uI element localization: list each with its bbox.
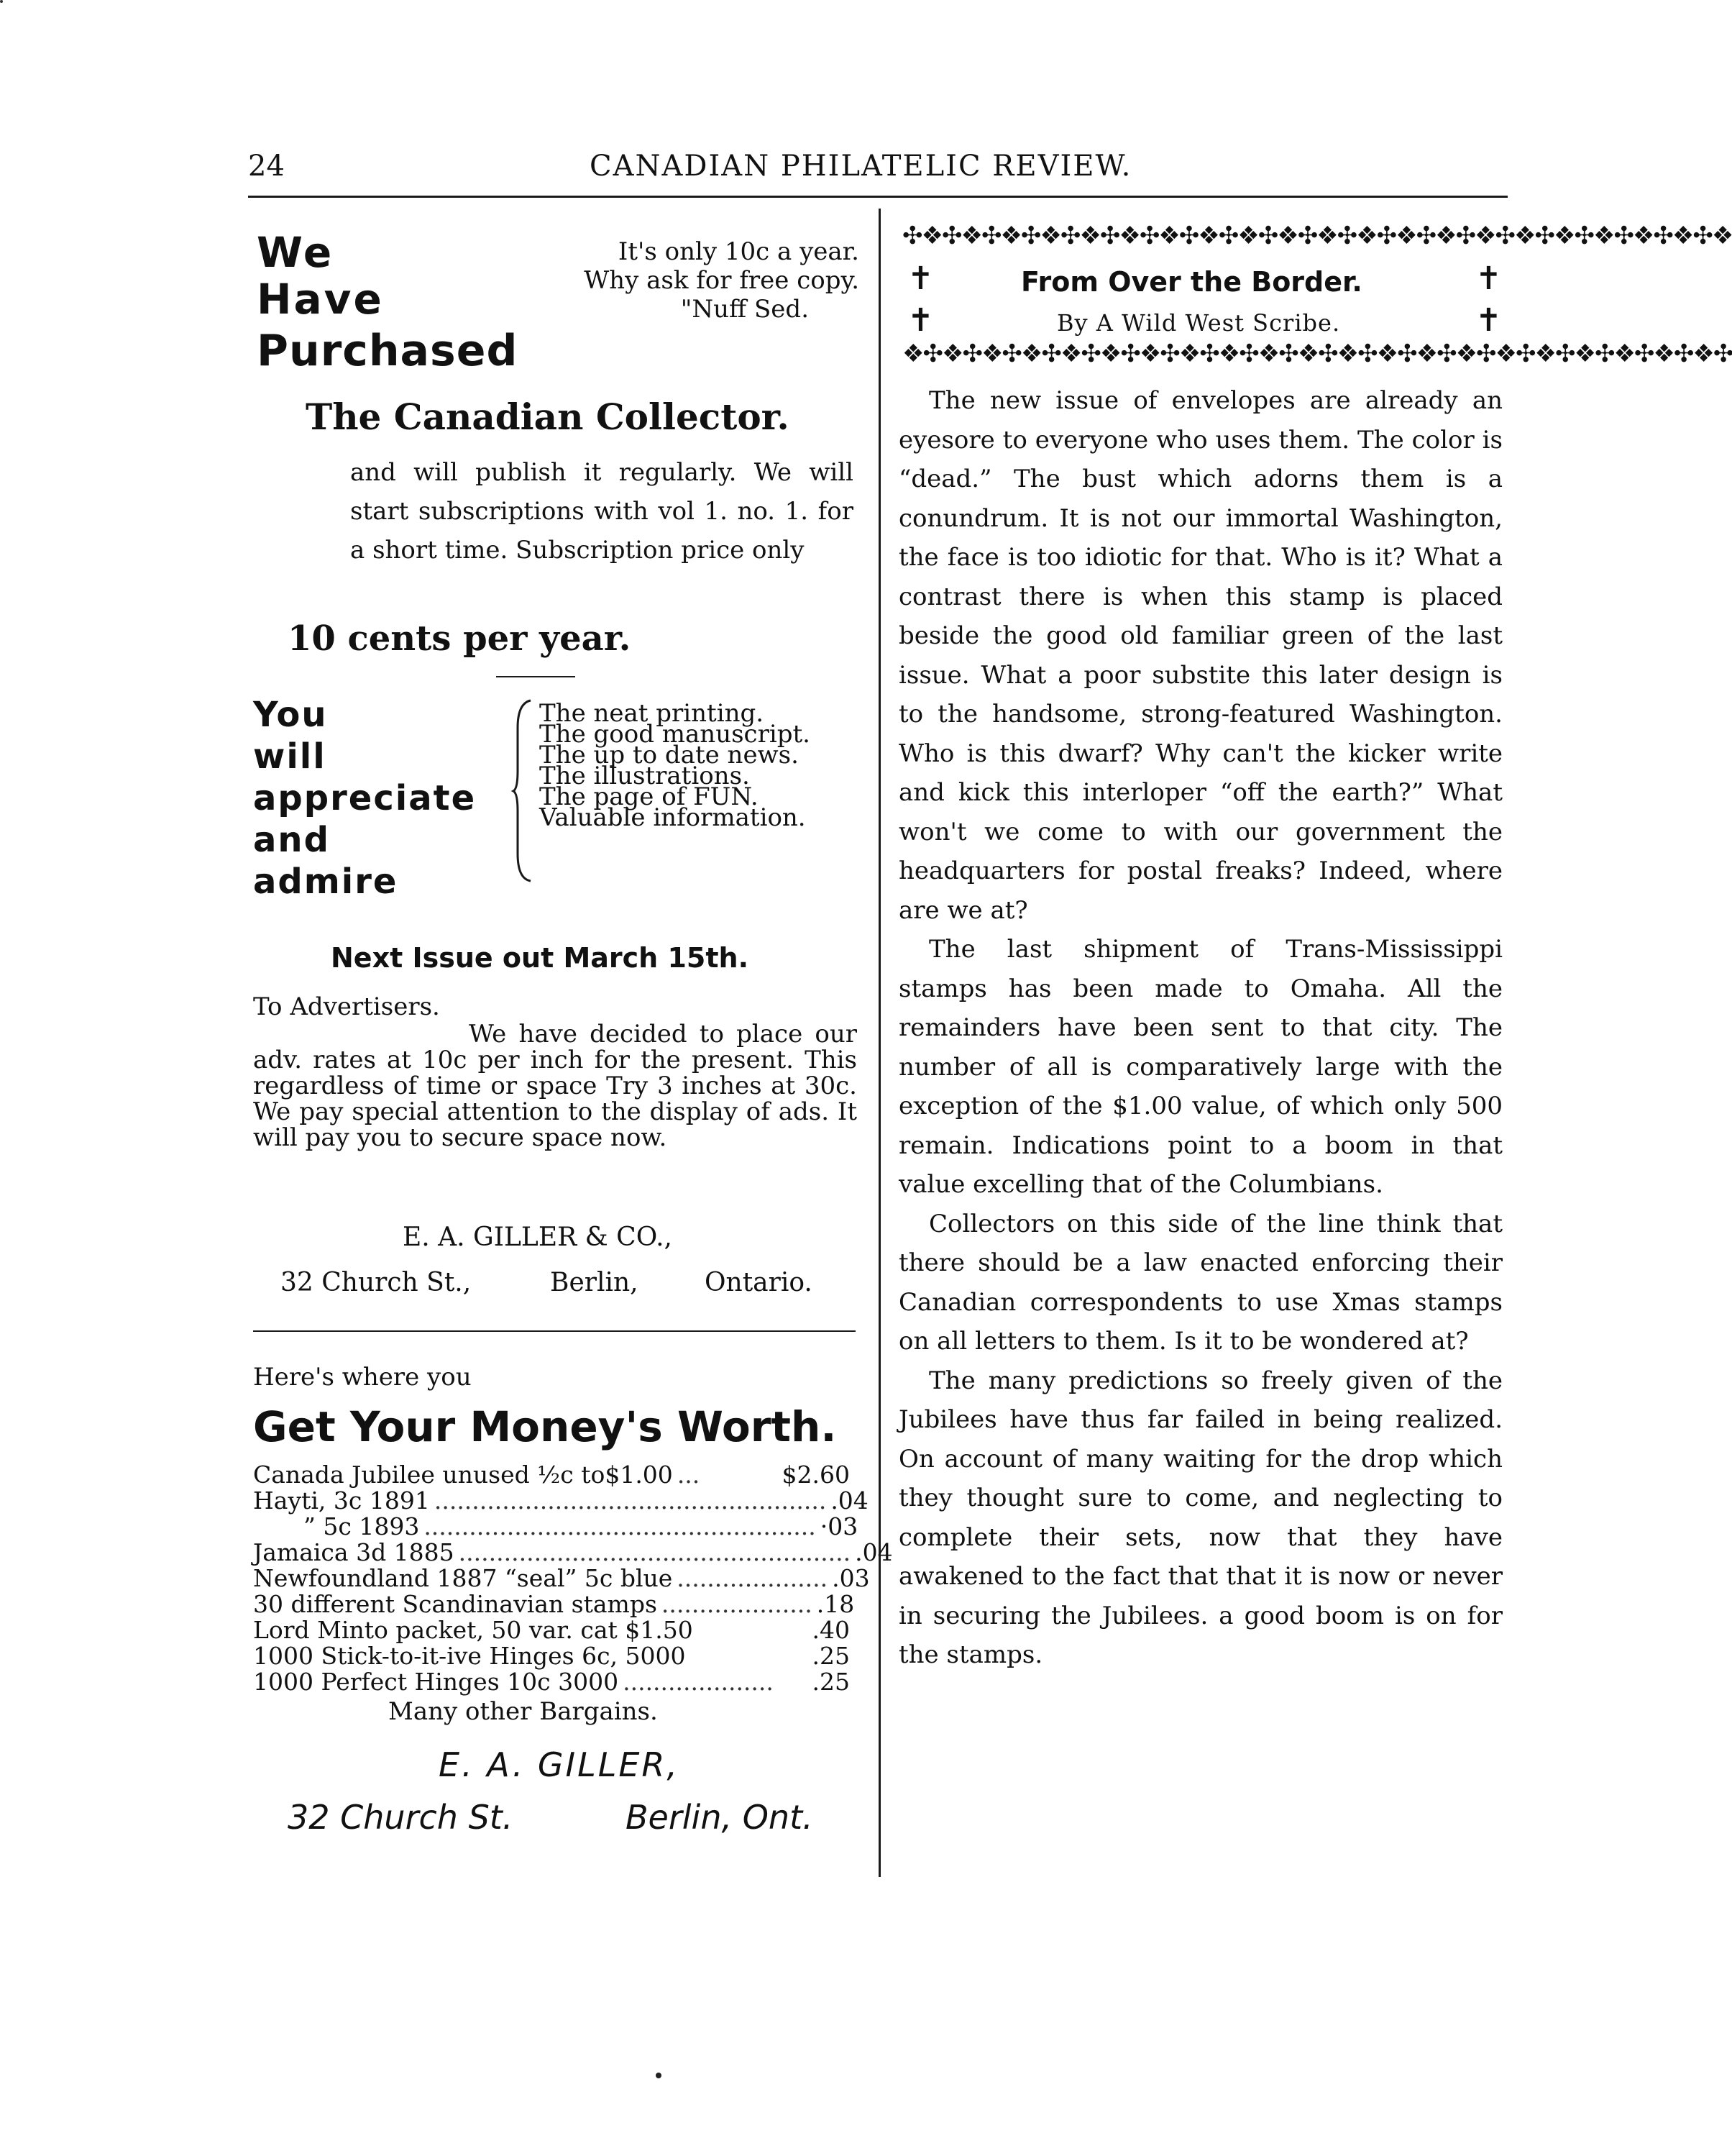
feature-item: The neat printing.	[539, 699, 764, 728]
price-item: ” 5c 1893	[303, 1512, 420, 1540]
money-intro: Here's where you	[253, 1363, 472, 1392]
appreciate-word: will	[253, 736, 326, 777]
price-side-note	[521, 237, 859, 324]
price-row: ” 5c 1893 .................................................... ·03	[253, 1514, 850, 1540]
subscription-price: 10 cents per year.	[288, 618, 631, 659]
article-byline: By A Wild West Scribe.	[1057, 309, 1341, 337]
appreciate-word: You	[253, 695, 328, 735]
column-divider	[879, 209, 881, 1877]
signature-city: Berlin, Ont.	[626, 1798, 813, 1837]
article-title: From Over the Border.	[1021, 266, 1362, 298]
ornament-cross-icon: ✝	[1475, 260, 1502, 297]
appreciate-word: admire	[253, 862, 398, 902]
price-item: Jamaica 3d 1885	[253, 1538, 454, 1566]
ornament-border-top: ✣❖✣❖✣❖✣❖✣❖✣❖✣❖✣❖✣❖✣❖✣❖✣❖✣❖✣❖✣❖✣❖✣❖✣❖✣❖✣❖✣❖	[902, 221, 1732, 250]
ornament-cross-icon: ✝	[1475, 302, 1502, 339]
collector-body: and will publish it regularly. We will start subscriptions with vol 1. no. 1. for a short time. Subscription price only	[350, 458, 853, 565]
address-street: 32 Church St.,	[280, 1268, 472, 1297]
price-item: Lord Minto packet, 50 var. cat $1.50	[253, 1616, 693, 1644]
bargains-note: Many other Bargains.	[388, 1697, 658, 1726]
signature-name: E. A. GILLER,	[439, 1745, 679, 1784]
appreciate-word: and	[253, 820, 330, 860]
feature-item: The up to date news.	[539, 741, 799, 769]
price-row: Hayti, 3c 1891 .................................................... .04	[253, 1486, 869, 1515]
stray-mark	[656, 2073, 661, 2078]
header-rule	[248, 196, 1508, 198]
appreciate-word: appreciate	[253, 778, 477, 818]
price-row	[253, 1617, 850, 1643]
ornament-cross-icon: ✝	[907, 260, 934, 297]
feature-item: The illustrations.	[539, 762, 750, 790]
section-rule	[253, 1330, 856, 1332]
running-head: CANADIAN PHILATELIC REVIEW.	[590, 150, 1132, 183]
stray-mark	[0, 0, 3, 3]
section-rule	[496, 676, 575, 677]
side-note-line: It's only 10c a year.	[618, 237, 859, 266]
price-item: 1000 Stick-to-it-ive Hinges 6c, 5000	[253, 1642, 686, 1670]
collector-title: The Canadian Collector.	[306, 396, 789, 438]
advertisers-body: We have decided to place our adv. rates at 10c per inch for the present. This regardless of time or space Try 3 inches at 30c. We pay special attention to the display of ads. It will pay you to secure space now.	[253, 1020, 857, 1152]
price-item: 1000 Perfect Hinges 10c 3000	[253, 1668, 619, 1696]
price-value: ·03	[820, 1512, 858, 1540]
price-value: .04	[830, 1486, 869, 1515]
side-note-line: "Nuff Sed.	[680, 295, 809, 324]
advertisers-heading: To Advertisers.	[253, 992, 440, 1021]
price-row	[253, 1643, 850, 1669]
article-paragraph: The last shipment of Trans-Mississippi stamps has been made to Omaha. All the remainders have been sent to that city. The number of all is comparatively large with the exception of the $1.00 value, of which only 500 remain. Indications point to a boom in that value excelling that of the Columbians.	[899, 935, 1503, 1199]
price-value: .25	[812, 1668, 850, 1696]
price-value: .40	[812, 1616, 850, 1644]
article-paragraph: Collectors on this side of the line think that there should be a law enacted enforcing their Canadian correspondents to use Xmas stamps on all letters to them. Is it to be wondered at?	[899, 1209, 1503, 1356]
ornament-border-bottom: ❖✣❖✣❖✣❖✣❖✣❖✣❖✣❖✣❖✣❖✣❖✣❖✣❖✣❖✣❖✣❖✣❖✣❖✣❖✣❖✣❖✣	[902, 339, 1732, 368]
article-paragraph: The many predictions so freely given of the Jubilees have thus far failed in being realized. On account of many waiting for the drop which they thought sure to come, and neglecting to complete their sets, now that they have awakened to the fact that that it is now or never in securing the Jubilees. a good boom is on for the stamps.	[899, 1366, 1503, 1669]
price-list	[253, 1461, 893, 1696]
signature-street: 32 Church St.	[288, 1798, 513, 1837]
price-row: Canada Jubilee unused ½c to$1.00 ... $2.60	[253, 1461, 850, 1489]
feature-item: Valuable information.	[539, 803, 806, 832]
price-value: .03	[832, 1564, 870, 1592]
headline-we: We	[257, 228, 334, 277]
next-issue-notice: Next Issue out March 15th.	[331, 942, 749, 974]
features-brace	[512, 699, 533, 882]
money-title: Get Your Money's Worth.	[253, 1402, 837, 1451]
side-note-line: Why ask for free copy.	[584, 266, 859, 295]
headline-purchased: Purchased	[257, 326, 518, 376]
price-row: 1000 Perfect Hinges 10c 3000 .................... .25	[253, 1668, 850, 1696]
address-province: Ontario.	[705, 1268, 812, 1297]
ornament-cross-icon: ✝	[907, 302, 934, 339]
price-value: .18	[816, 1590, 855, 1618]
feature-item: The page of FUN.	[539, 782, 759, 811]
price-item: 30 different Scandinavian stamps	[253, 1590, 657, 1618]
address-city: Berlin,	[550, 1268, 638, 1297]
price-value: .25	[812, 1642, 850, 1670]
price-row: Jamaica 3d 1885 .................................................... .04	[253, 1538, 893, 1566]
headline-have: Have	[257, 275, 384, 324]
features-list	[539, 699, 810, 832]
article-body	[899, 381, 1503, 1675]
feature-item: The good manuscript.	[539, 720, 810, 749]
price-row: 30 different Scandinavian stamps .................... .18	[253, 1590, 855, 1618]
price-item: Canada Jubilee unused ½c to$1.00	[253, 1461, 673, 1489]
price-item: Newfoundland 1887 “seal” 5c blue	[253, 1564, 673, 1592]
price-value: .04	[855, 1538, 893, 1566]
appreciate-block	[253, 694, 476, 903]
article-paragraph: The new issue of envelopes are already an eyesore to everyone who uses them. The color is “dead.” The bust which adorns them is a conundrum. It is not our immortal Washington, the face is too idiotic for that. Who is it? What a contrast there is when this stamp is placed beside the good old familiar green of the last issue. What a poor substite this later design is to the handsome, strong-featured Washington. Who is this dwarf? Why can't the kicker write and kick this interloper “off the earth?” What won't we come to with our government the headquarters for postal freaks? Indeed, where are we at?	[899, 386, 1503, 925]
price-value: $2.60	[782, 1461, 850, 1489]
price-item: Hayti, 3c 1891	[253, 1486, 430, 1515]
page-number: 24	[248, 150, 285, 183]
company-name: E. A. GILLER & CO.,	[403, 1223, 672, 1252]
price-row: Newfoundland 1887 “seal” 5c blue .................... .03	[253, 1564, 870, 1592]
